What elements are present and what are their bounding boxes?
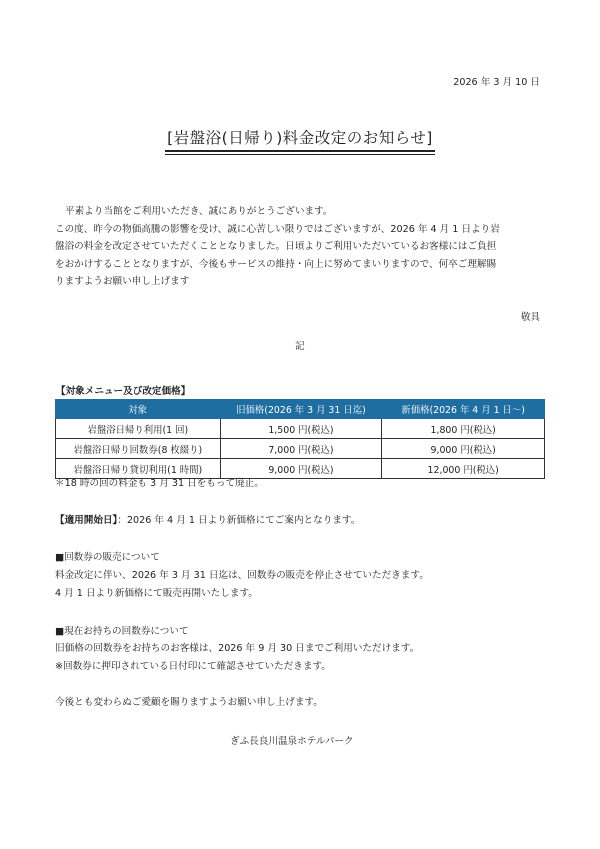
title-block xyxy=(0,128,600,152)
final-greeting: 今後とも変わらぬご愛顧を賜りますようお願い申し上げます。 xyxy=(55,697,323,708)
apply-start-line xyxy=(55,514,360,527)
apply-start-label: 【適用開始日】 xyxy=(55,515,118,526)
header-new-price: 新価格(2026 年 4 月 1 日〜) xyxy=(382,400,545,419)
header-target: 対象 xyxy=(56,400,221,419)
table-cell-new-price: 9,000 円(税込) xyxy=(382,439,545,459)
hotel-signature: ぎふ長良川温泉ホテルパーク xyxy=(230,736,354,747)
coupon-held-heading: ■現在お持ちの回数券について xyxy=(55,626,189,637)
notice-date: 2026 年 3 月 10 日 xyxy=(453,77,540,88)
header-old-price: 旧価格(2026 年 3 月 31 日迄) xyxy=(220,400,382,419)
price-table-header-row xyxy=(56,400,545,419)
table-cell-new-price: 12,000 円(税込) xyxy=(382,459,545,479)
body-line: 盤浴の料金を改定させていただくこととなりました。日頃よりご利用いただいているお客様にはご負担 xyxy=(55,241,497,253)
table-cell-old-price: 7,000 円(税込) xyxy=(220,439,382,459)
table-row xyxy=(56,419,545,439)
coupon-sale-heading: ■回数券の販売について xyxy=(55,552,160,563)
table-cell-target: 岩盤浴日帰り回数券(8 枚綴り) xyxy=(56,439,221,459)
body-line: この度、昨今の物価高騰の影響を受け、誠に心苦しい限りではございますが、2026 年 4 月 1 日より岩 xyxy=(55,223,500,235)
coupon-sale-line: 4 月 1 日より新価格にて販売再開いたします。 xyxy=(55,588,258,599)
price-table xyxy=(55,399,545,479)
coupon-sale-line: 料金改定に伴い、2026 年 3 月 31 日迄は、回数券の販売を停止させていただきます。 xyxy=(55,570,429,581)
body-line: りますようお願い申し上げます xyxy=(55,276,190,288)
coupon-held-line: 旧価格の回数券をお持ちのお客様は、2026 年 9 月 30 日までご利用いただけます。 xyxy=(55,643,420,654)
table-row xyxy=(56,459,545,479)
table-cell-new-price: 1,800 円(税込) xyxy=(382,419,545,439)
body-paragraph xyxy=(55,203,555,291)
abolish-note: ＊18 時の回の料金も 3 月 31 日をもって廃止。 xyxy=(55,478,264,489)
closing-word: 敬具 xyxy=(520,312,540,323)
table-cell-target: 岩盤浴日帰り貸切利用(1 時間) xyxy=(56,459,221,479)
ki-mark: 記 xyxy=(295,341,305,352)
coupon-held-line: ※回数券に押印されている日付印にて確認させていただきます。 xyxy=(55,661,331,672)
body-line: 平素より当館をご利用いただき、誠にありがとうございます。 xyxy=(65,206,333,217)
price-section-label: 【対象メニュー及び改定価格】 xyxy=(56,386,191,397)
table-cell-old-price: 1,500 円(税込) xyxy=(220,419,382,439)
apply-start-text: ：2026 年 4 月 1 日より新価格にてご案内となります。 xyxy=(117,515,361,526)
table-cell-old-price: 9,000 円(税込) xyxy=(220,459,382,479)
table-row xyxy=(56,439,545,459)
body-line: をおかけすることとなりますが、今後もサービスの維持・向上に努めてまいりますので、何卒ご理解賜 xyxy=(55,258,497,270)
table-cell-target: 岩盤浴日帰り利用(1 回) xyxy=(56,419,221,439)
page-title: [岩盤浴(日帰り)料金改定のお知らせ] xyxy=(165,128,435,152)
